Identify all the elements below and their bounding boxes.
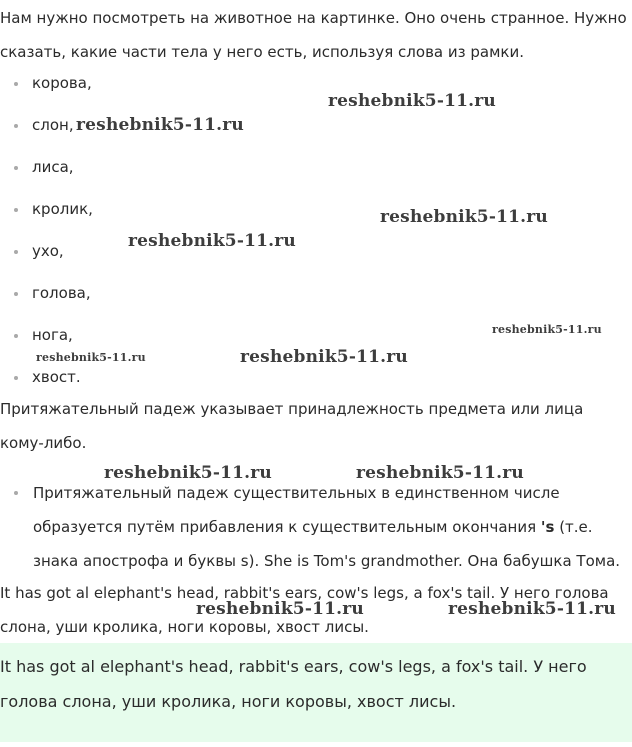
watermark: reshebnik5-11.ru: [76, 115, 244, 135]
bullet-icon: [14, 82, 18, 86]
bullet-icon: [14, 491, 18, 495]
watermark: reshebnik5-11.ru: [492, 323, 602, 336]
list-item-label: кролик,: [32, 200, 93, 218]
watermark: reshebnik5-11.ru: [380, 207, 548, 227]
list-item: [14, 368, 81, 386]
possessive-intro-paragraph: Притяжательный падеж указывает принадлежность предмета или лица кому-либо.: [0, 400, 584, 452]
watermark: reshebnik5-11.ru: [128, 231, 296, 251]
list-item-label: лиса,: [32, 158, 74, 176]
list-item: [14, 116, 74, 134]
list-item: [14, 326, 73, 344]
list-item: [14, 200, 93, 218]
rule-list-item: [14, 476, 624, 578]
list-item-label: слон,: [32, 116, 74, 134]
watermark: reshebnik5-11.ru: [328, 91, 496, 111]
answer-box: [0, 643, 632, 742]
intro-paragraph: Нам нужно посмотреть на животное на картинке. Оно очень странное. Нужно сказать, какие части тела у него есть, используя слова из рамки.: [0, 9, 627, 61]
answer-sentence: It has got al elephant's head, rabbit's ears, cow's legs, a fox's tail. У него голова слона, уши кролика, ноги коровы, хвост лисы.: [0, 657, 587, 711]
list-item: [14, 74, 92, 92]
watermark: reshebnik5-11.ru: [356, 463, 524, 483]
bullet-icon: [14, 292, 18, 296]
watermark: reshebnik5-11.ru: [448, 599, 616, 619]
rule-part1: Притяжательный падеж существительных в единственном числе образуется путём прибавления к существительным окончания: [33, 484, 560, 536]
rule-ending: 's: [540, 518, 555, 536]
bullet-icon: [14, 166, 18, 170]
list-item-label: нога,: [32, 326, 73, 344]
watermark: reshebnik5-11.ru: [240, 347, 408, 367]
list-item: [14, 242, 64, 260]
rule-part2: (т.е. знака апострофа и буквы s). She is Tom's grandmother. Она бабушка Тома.: [33, 518, 621, 570]
rule-text: [33, 476, 624, 578]
example-sentence: It has got al elephant's head, rabbit's ears, cow's legs, a fox's tail. У него голова слона, уши кролика, ноги коровы, хвост лисы.: [0, 584, 609, 636]
list-item: [14, 158, 74, 176]
watermark: reshebnik5-11.ru: [196, 599, 364, 619]
bullet-icon: [14, 376, 18, 380]
bullet-icon: [14, 250, 18, 254]
watermark: reshebnik5-11.ru: [104, 463, 272, 483]
list-item-label: хвост.: [32, 368, 81, 386]
list-item-label: корова,: [32, 74, 92, 92]
bullet-icon: [14, 124, 18, 128]
bullet-icon: [14, 334, 18, 338]
list-item: [14, 284, 91, 302]
bullet-icon: [14, 208, 18, 212]
list-item-label: ухо,: [32, 242, 64, 260]
list-item-label: голова,: [32, 284, 91, 302]
watermark: reshebnik5-11.ru: [36, 351, 146, 364]
